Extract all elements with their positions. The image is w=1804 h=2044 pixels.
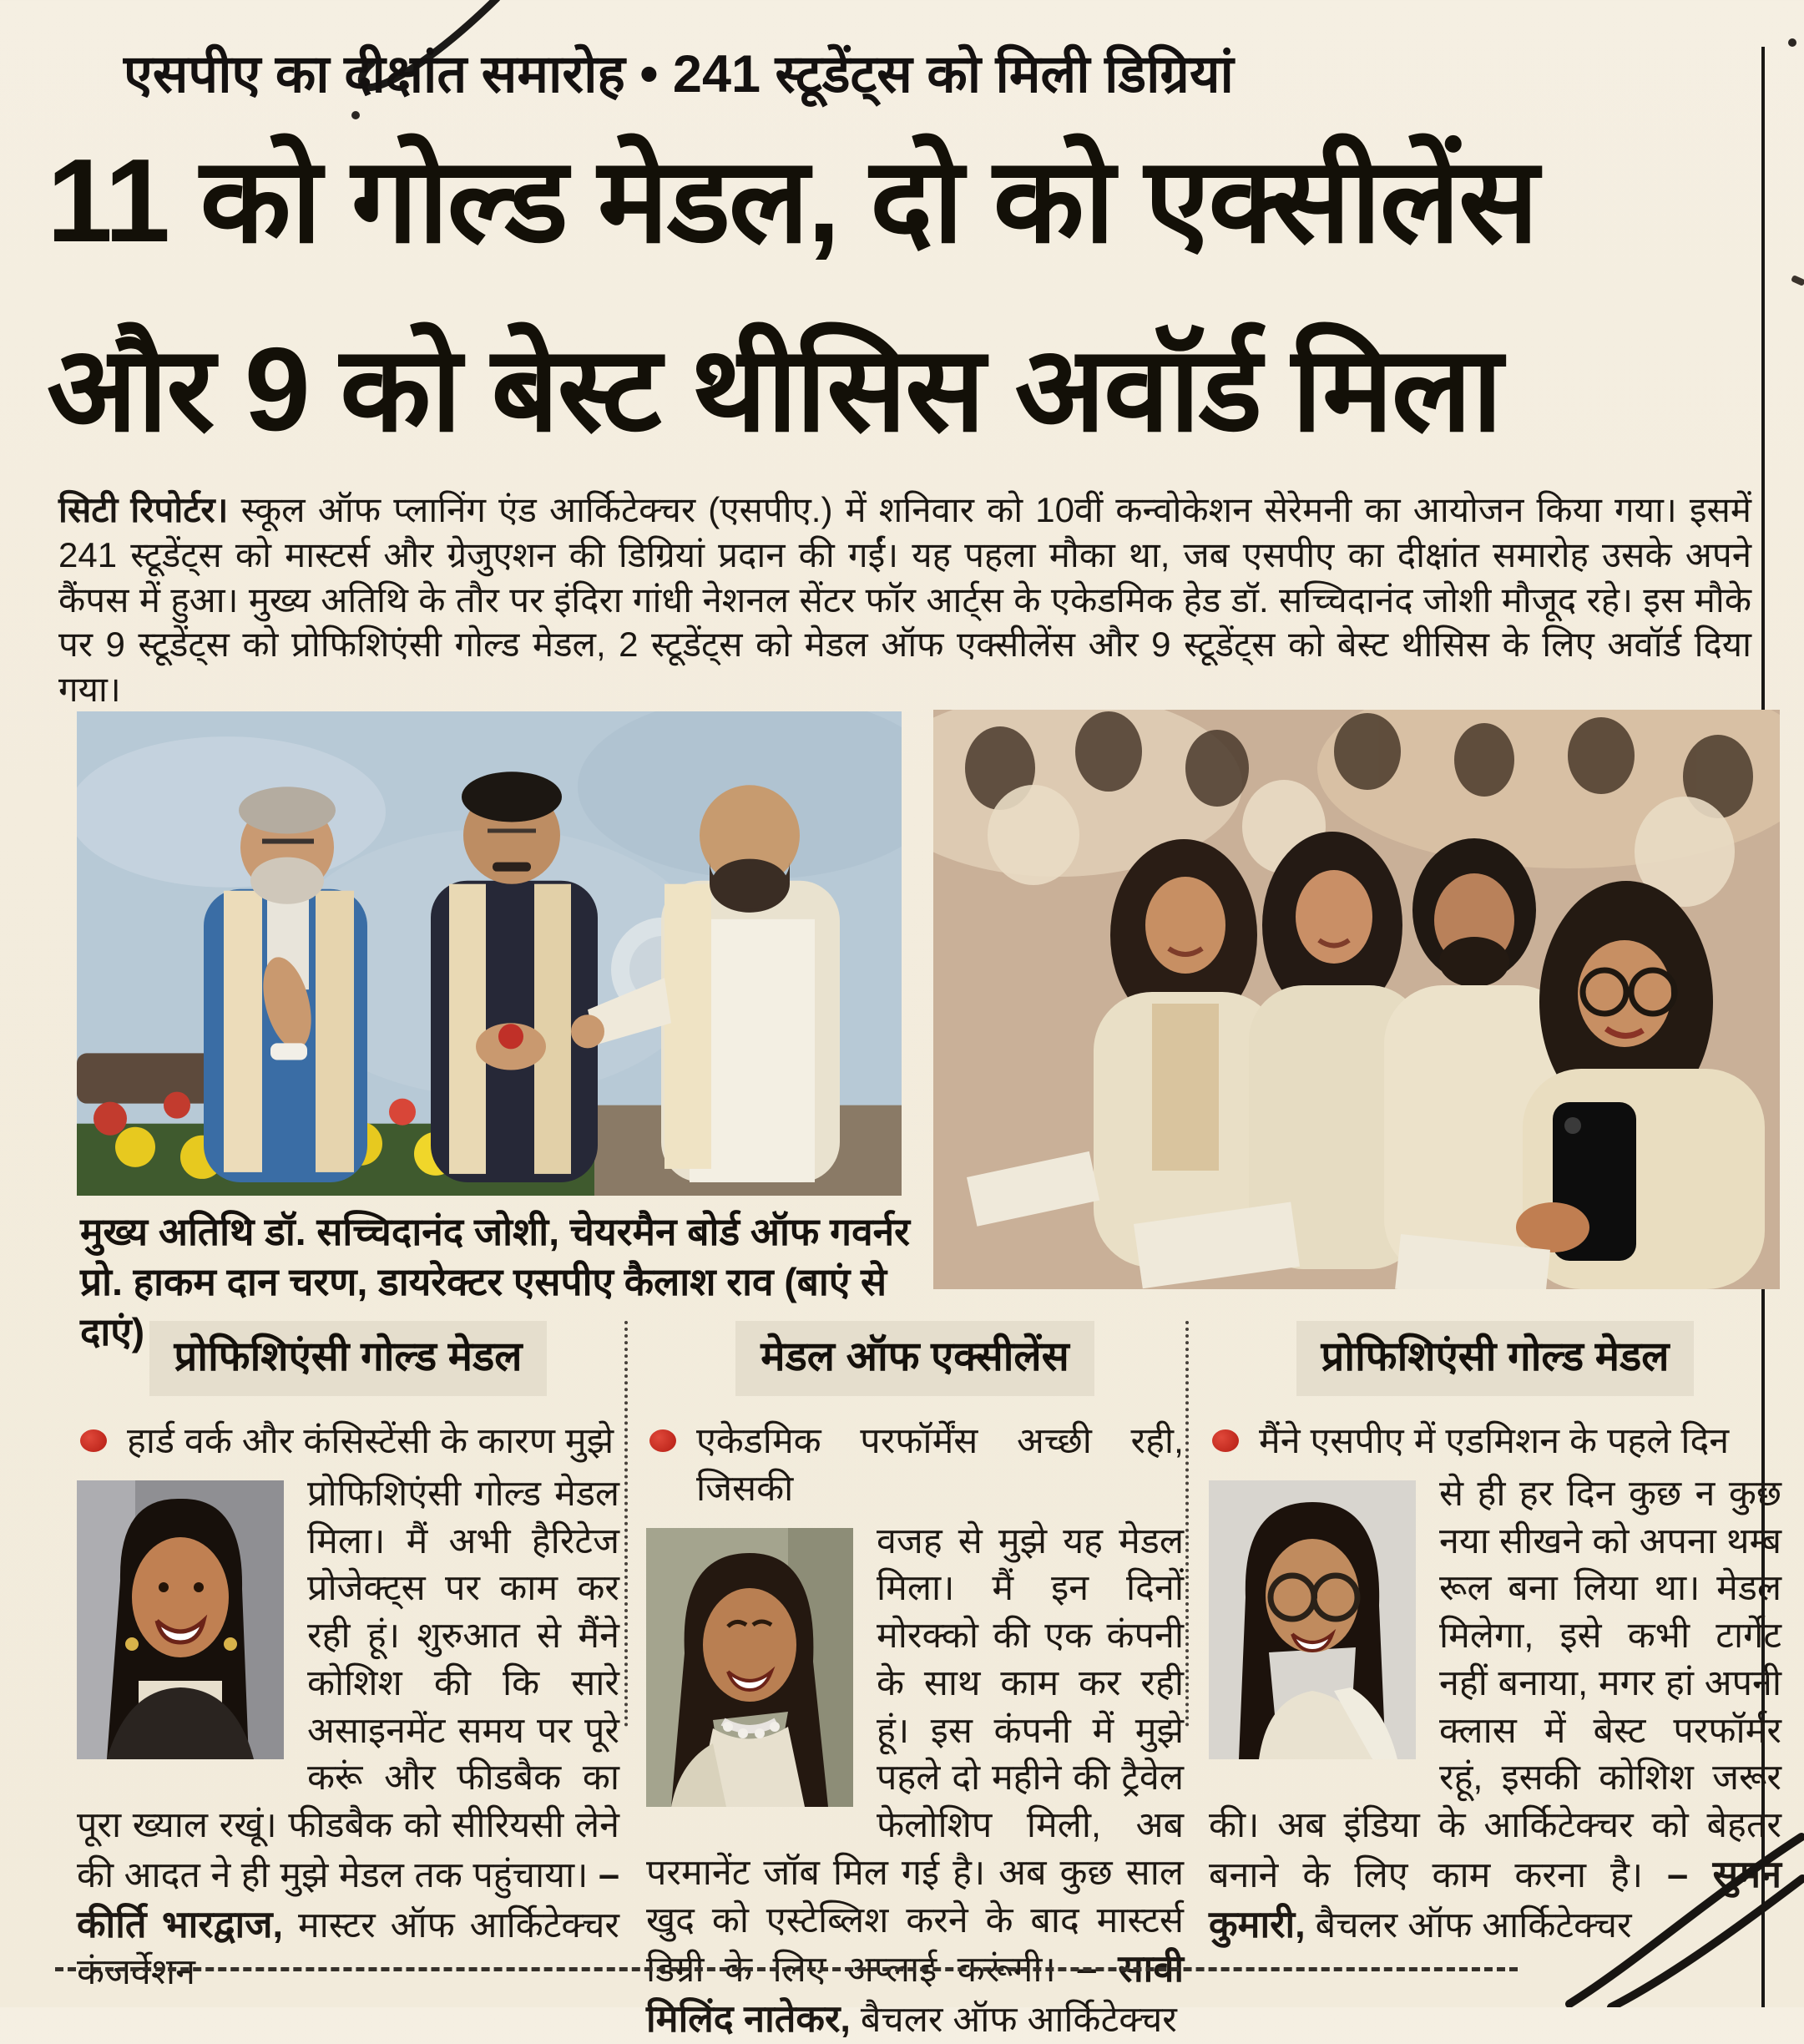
headline [47, 107, 1766, 484]
portrait-photo-suman [1209, 1480, 1416, 1759]
column-1-quote: प्रोफिशिएंसी गोल्ड मेडल मिला। मैं अभी हैरिटेज प्रोजेक्ट्स पर काम कर रही हूं। शुरुआत से मैंने कोशिश की कि सारे असाइनमेंट समय पर पूरे करूं और फीडबैक का पूरा ख्याल रखूं। फीडबैक को सीरियसी लेने की आदत ने ही मुझे मेडल तक पहुंचाया। [77, 1473, 619, 1895]
ink-dot [1788, 38, 1796, 47]
column-separator [624, 1321, 628, 1727]
column-1-lead [77, 1418, 619, 1465]
column-1-header-label: प्रोफिशिएंसी गोल्ड मेडल [149, 1321, 548, 1396]
red-bullet-icon [649, 1429, 676, 1452]
caption-line-1: मुख्य अतिथि डॉ. सच्चिदानंद जोशी, चेयरमैन बोर्ड ऑफ गवर्नर [80, 1210, 910, 1253]
column-2-quote: वजह से मुझे यह मेडल मिला। मैं इन दिनों मोरक्को की एक कंपनी के साथ काम कर रही हूं। इस कंपनी में मुझे पहले दो महीने की ट्रैवेल फेलोशिप मिली, अब परमानेंट जॉब मिल गई है। अब कुछ साल खुद को एस्टेब्लिश करने के बाद मास्टर्स डिग्री के लिए अप्लाई करूंगी। [646, 1520, 1184, 1991]
portrait-photo-savi [646, 1528, 853, 1807]
column-3-header [1209, 1321, 1781, 1396]
column-1-body [77, 1470, 619, 1996]
stage-photo-illustration [77, 711, 902, 1196]
column-3-lead-text: मैंने एसपीए में एडमिशन के पहले दिन [1259, 1421, 1730, 1461]
torn-corner-mark [1561, 1778, 1804, 2007]
column-2-lead-text: एकेडमिक परफॉर्मेंस अच्छी रही, जिसकी [696, 1421, 1184, 1509]
column-1-sign-name: – कीर्ति भारद्वाज, [77, 1852, 619, 1945]
audience-photo-illustration [933, 710, 1780, 1289]
portrait-photo-kirti [77, 1480, 284, 1759]
column-3-sign-name: – सुमन कुमारी, [1209, 1852, 1781, 1945]
headline-line-1: 11 को गोल्ड मेडल, दो को एक्सीलेंस [47, 134, 1538, 267]
column-3-quote: से ही हर दिन कुछ न कुछ नया सीखने को अपना थम्ब रूल बना लिया था। मेडल मिलेगा, इसे कभी टार्गेट नहीं बनाया, मगर हां अपनी क्लास में बेस्ट परफॉर्मर रहूं, इसकी कोशिश जरूर की। अब इंडिया के आर्किटेक्चर को बेहतर बनाने के लिए काम करना है। [1209, 1473, 1781, 1895]
body-text: स्कूल ऑफ प्लानिंग एंड आर्किटेक्चर (एसपीए.) में शनिवार को 10वीं कन्वोकेशन सेरेमनी का आयोजन किया गया। इसमें 241 स्टूडेंट्स को मास्टर्स और ग्रेजुएशन की डिग्रियां प्रदान की गईं। यह पहला मौका था, जब एसपीए का दीक्षांत समारोह उसके अपने कैंपस में हुआ। मुख्य अतिथि के तौर पर इंदिरा गांधी नेशनल सेंटर फॉर आर्ट्स के एकेडमिक हेड डॉ. सच्चिदानंद जोशी मौजूद रहे। इस मौके पर 9 स्टूडेंट्स को प्रोफिशिएंसी गोल्ड मेडल, 2 स्टूडेंट्स को मेडल ऑफ एक्सीलेंस और 9 स्टूडेंट्स को बेस्ट थीसिस के लिए अवॉर्ड दिया गया। [58, 490, 1751, 709]
award-column-2 [646, 1321, 1184, 2044]
column-2-header [646, 1321, 1184, 1396]
column-separator [1185, 1321, 1189, 1727]
red-bullet-icon [1212, 1429, 1239, 1452]
column-1-sign-role: मास्टर ऑफ आर्किटेक्चर कंजर्वेशन [77, 1905, 619, 1993]
clipping-edge-dashed [55, 1967, 1518, 1971]
column-1-header [77, 1321, 619, 1396]
stage-photo [77, 711, 902, 1196]
column-1-lead-text: हार्ड वर्क और कंसिस्टेंसी के कारण मुझे [127, 1421, 614, 1461]
column-3-lead [1209, 1418, 1781, 1465]
award-column-1 [77, 1321, 619, 1996]
red-bullet-icon [80, 1429, 107, 1452]
kicker-line: एसपीए का दीक्षांत समारोह • 241 स्टूडेंट्स को मिली डिग्रियां [124, 45, 1234, 104]
column-3-sign-role: बैचलर ऑफ आर्किटेक्चर [1315, 1905, 1632, 1945]
column-2-sign-name: – सावी मिलिंद नातेकर, [646, 1947, 1184, 2040]
column-2-sign-role: बैचलर ऑफ आर्किटेक्चर [860, 2000, 1177, 2040]
headline-line-2: और 9 को बेस्ट थीसिस अवॉर्ड मिला [47, 323, 1501, 456]
column-2-header-label: मेडल ऑफ एक्सीलेंस [735, 1321, 1094, 1396]
ink-dash [1791, 275, 1804, 286]
body-paragraph [58, 488, 1751, 712]
byline: सिटी रिपोर्टर। [58, 490, 229, 529]
column-2-body [646, 1518, 1184, 2044]
column-2-lead [646, 1418, 1184, 1513]
audience-photo [933, 710, 1780, 1289]
caption-line-2: प्रो. हाकम दान चरण, डायरेक्टर एसपीए कैलाश राव (बाएं से दाएं) [80, 1259, 887, 1353]
column-3-header-label: प्रोफिशिएंसी गोल्ड मेडल [1296, 1321, 1695, 1396]
